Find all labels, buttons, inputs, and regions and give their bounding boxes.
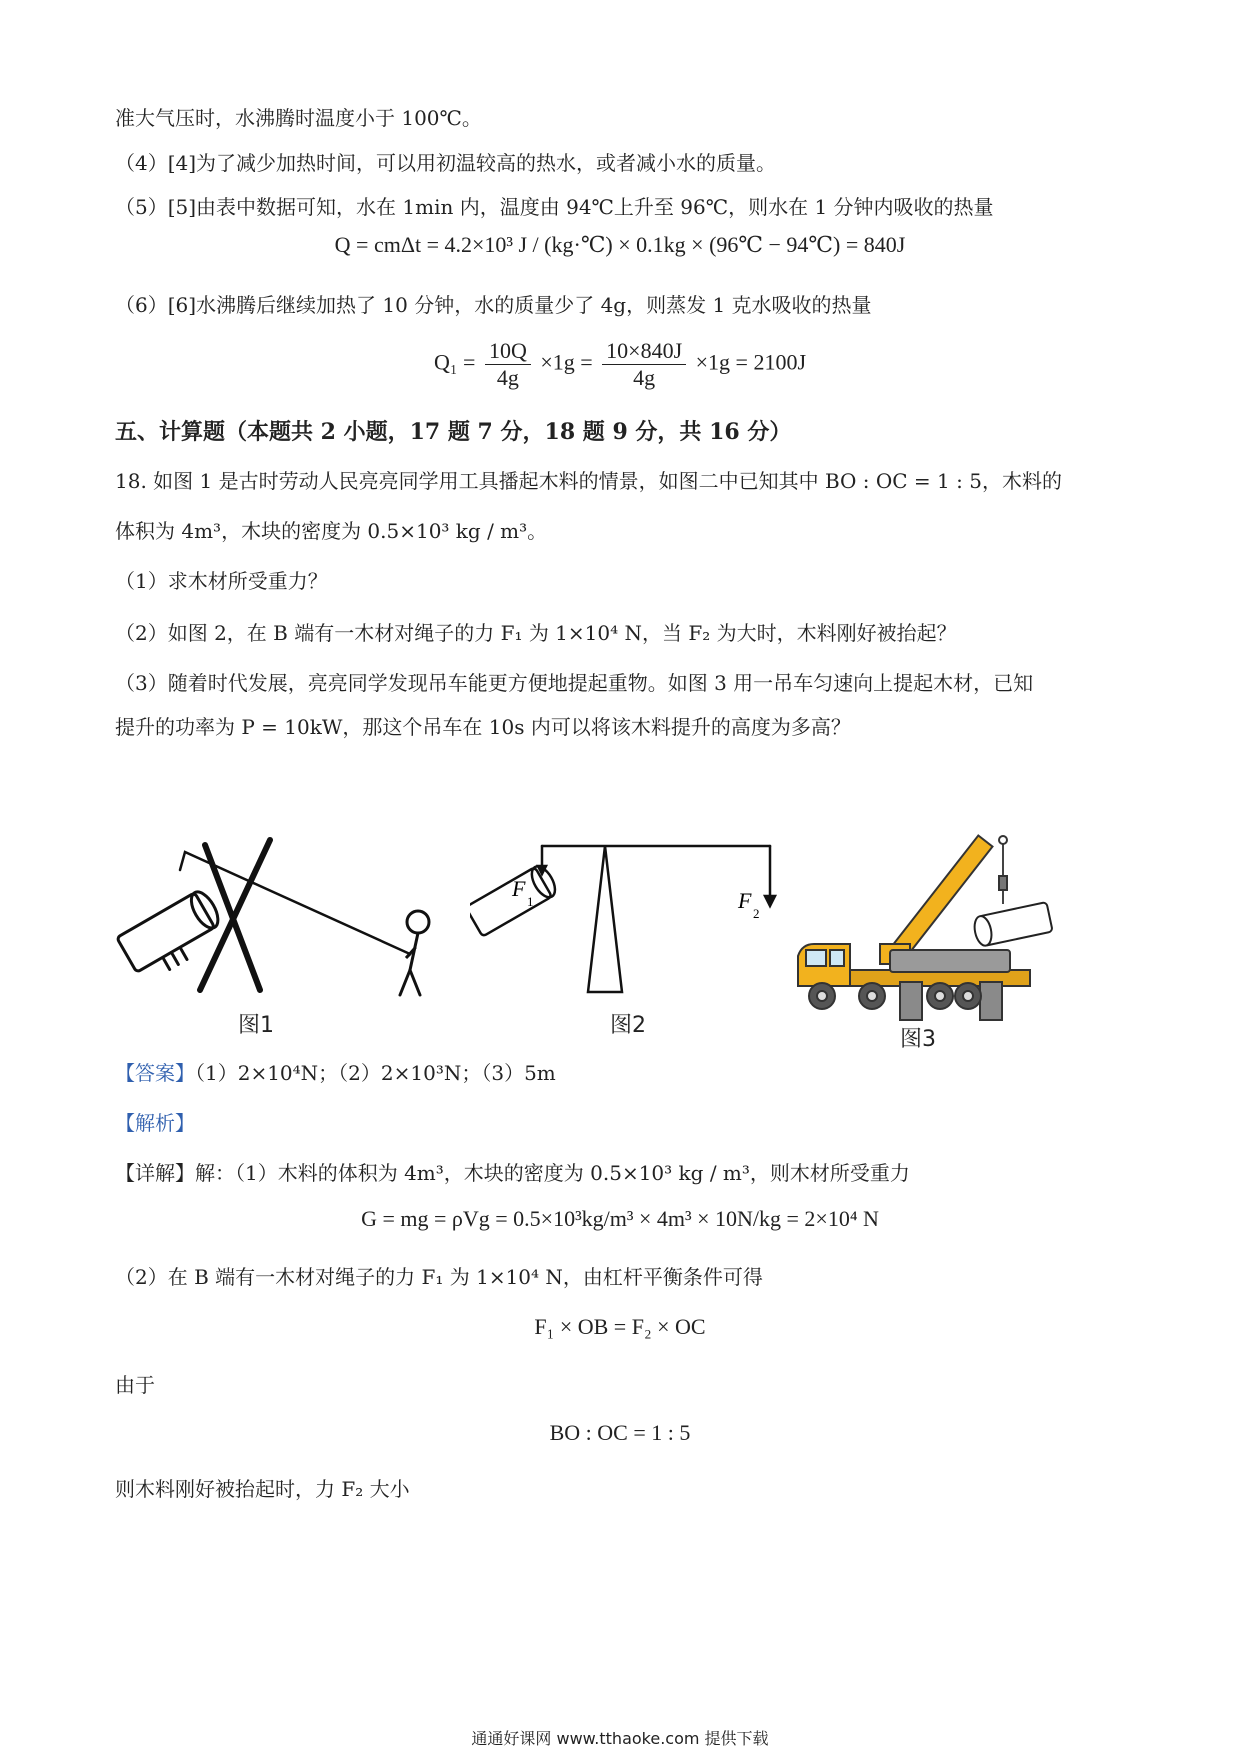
force-label-f1-sub: 1: [527, 894, 534, 909]
person-head: [407, 911, 429, 933]
fulcrum: [588, 846, 622, 992]
text-line: 18. 如图 1 是古时劳动人民亮亮同学用工具播起木料的情景，如图二中已知其中 BO : OC = 1 : 5，木料的: [115, 469, 1062, 493]
text-line: 则木料刚好被抬起时，力 F₂ 大小: [115, 1477, 410, 1501]
answer-line: [115, 1060, 556, 1086]
truck-wheel: [927, 983, 953, 1009]
text-line: （1）求木材所受重力？: [115, 569, 328, 593]
eq-part: ×1g =: [540, 349, 593, 375]
force-label-f2-sub: 2: [753, 906, 760, 921]
eq-part: ×1g = 2100J: [695, 349, 807, 375]
truck-wheel: [859, 983, 885, 1009]
footer: 通通好课网 www.tthaoke.com 提供下载: [471, 1729, 769, 1748]
detail-text: 解：（1）木料的体积为 4m³，木块的密度为 0.5×10³ kg / m³，则木材所受重力: [195, 1161, 910, 1185]
denominator: 4g: [496, 365, 519, 390]
figure-caption: 图3: [900, 1027, 936, 1052]
text-line: （4）[4]为了减少加热时间，可以用初温较高的热水，或者减小水的质量。: [115, 151, 777, 175]
section-heading: 五、计算题（本题共 2 小题，17 题 7 分，18 题 9 分，共 16 分）: [115, 419, 792, 445]
truck-wheel: [955, 983, 981, 1009]
figure-caption: 图2: [610, 1013, 646, 1038]
equation: BO : OC = 1 : 5: [549, 1420, 691, 1445]
detail-tag: 【详解】: [115, 1161, 195, 1185]
equation: Q = cmΔt = 4.2×10³ J / (kg·℃) × 0.1kg × (96℃ − 94℃) = 840J: [334, 232, 906, 257]
figure-2: [470, 840, 800, 1010]
force-label-f2: F: [738, 888, 752, 913]
figure-3: [780, 832, 1080, 1022]
detail-line: [115, 1160, 910, 1186]
equation: F₁ × OB = F₂ × OC: [534, 1314, 706, 1339]
answer-tag: 【答案】: [115, 1061, 195, 1085]
figure-caption: 图1: [238, 1013, 274, 1038]
answer-text: （1）2×10⁴N；（2）2×10³N；（3）5m: [195, 1061, 556, 1085]
truck-wheel: [809, 983, 835, 1009]
log-shape: [117, 888, 231, 985]
text-line: （5）[5]由表中数据可知，水在 1min 内，温度由 94℃上升至 96℃，则水在 1 分钟内吸收的热量: [115, 195, 994, 219]
equation: [0, 338, 1240, 391]
force-label-f1: F: [512, 876, 526, 901]
figure-1: [110, 830, 440, 1010]
text-line: （6）[6]水沸腾后继续加热了 10 分钟，水的质量少了 4g，则蒸发 1 克水吸收的热量: [115, 293, 872, 317]
text-line: 由于: [115, 1373, 155, 1397]
text-line: （2）如图 2，在 B 端有一木材对绳子的力 F₁ 为 1×10⁴ N，当 F₂ 为大时，木料刚好被抬起？: [115, 621, 957, 645]
text-line: （2）在 B 端有一木材对绳子的力 F₁ 为 1×10⁴ N，由杠杆平衡条件可得: [115, 1265, 763, 1289]
numerator: 10×840J: [602, 338, 686, 365]
analysis-tag: 【解析】: [115, 1111, 195, 1135]
text-line: 准大气压时，水沸腾时温度小于 100℃。: [115, 106, 482, 130]
text-line: 体积为 4m³，木块的密度为 0.5×10³ kg / m³。: [115, 519, 548, 543]
text-line: （3）随着时代发展，亮亮同学发现吊车能更方便地提起重物。如图 3 用一吊车匀速向上提起木材，已知: [115, 671, 1034, 695]
equation: G = mg = ρVg = 0.5×10³kg/m³ × 4m³ × 10N/kg = 2×10⁴ N: [361, 1206, 879, 1231]
numerator: 10Q: [485, 338, 531, 365]
eq-part: Q₁ =: [433, 349, 476, 375]
fraction: [602, 338, 686, 391]
text-line: 提升的功率为 P = 10kW，那这个吊车在 10s 内可以将该木料提升的高度为多高？: [115, 715, 851, 739]
log-shape: [972, 902, 1053, 947]
denominator: 4g: [633, 365, 656, 390]
fraction: [485, 338, 531, 391]
